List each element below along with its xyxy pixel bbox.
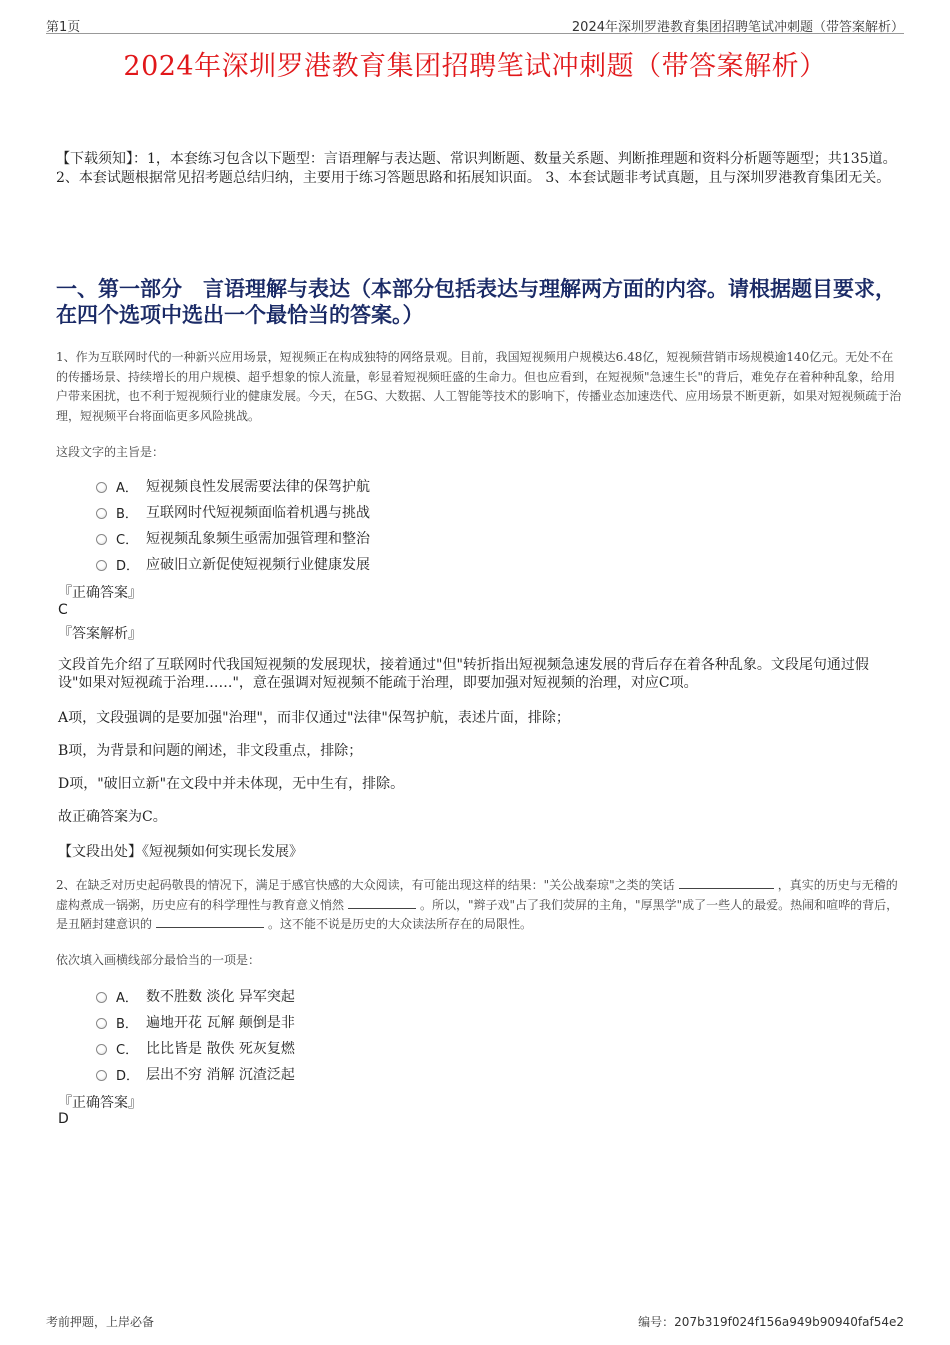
option-c[interactable] <box>96 1035 295 1061</box>
option-text: 应破旧立新促使短视频行业健康发展 <box>146 557 370 573</box>
option-text: 短视频良性发展需要法律的保驾护航 <box>146 479 370 495</box>
radio-button-icon[interactable] <box>96 560 107 571</box>
radio-button-icon[interactable] <box>96 508 107 519</box>
header-doc-title: 2024年深圳罗港教育集团招聘笔试冲刺题（带答案解析） <box>571 20 904 35</box>
option-text: 层出不穷 消解 沉渣泛起 <box>146 1067 295 1083</box>
page-title: 2024年深圳罗港教育集团招聘笔试冲刺题（带答案解析） <box>123 51 827 82</box>
option-text: 数不胜数 淡化 异军突起 <box>146 989 295 1005</box>
option-c[interactable] <box>96 525 370 551</box>
source-citation: 【文段出处】《短视频如何实现长发展》 <box>58 844 303 860</box>
analysis-paragraph: A项，文段强调的是要加强"治理"，而非仅通过"法律"保驾护航，表述片面，排除； <box>58 710 570 726</box>
blank-2 <box>348 897 416 909</box>
option-text: 比比皆是 散佚 死灰复燃 <box>146 1041 295 1057</box>
question-1-options <box>96 473 370 577</box>
question-2-text-part: 2、在缺乏对历史起码敬畏的情况下，满足于感官快感的大众阅读，有可能出现这样的结果："关公战秦琼"之类的笑话 <box>56 878 675 892</box>
blank-1 <box>679 877 774 889</box>
option-key: C． <box>116 1042 139 1058</box>
radio-button-icon[interactable] <box>96 482 107 493</box>
option-text: 遍地开花 瓦解 颠倒是非 <box>146 1015 295 1031</box>
analysis-paragraph: 文段首先介绍了互联网时代我国短视频的发展现状，接着通过"但"转折指出短视频急速发展的背后存在着各种乱象。文段尾句通过假设"如果对短视疏于治理……"，意在强调对短视频不能疏于治理，即要加强对短视频的治理，对应C项。 <box>58 657 869 691</box>
radio-button-icon[interactable] <box>96 992 107 1003</box>
download-notice: 【下载须知】：1，本套练习包含以下题型：言语理解与表达题、常识判断题、数量关系题、判断推理题和资料分析题等题型；共135道。 2、本套试题根据常见招考题总结归纳，主要用于练习答题思路和拓展知识面。 3、本套试题非考试真题，且与深圳罗港教育集团无关。 <box>56 151 897 186</box>
analysis-paragraph: D项，"破旧立新"在文段中并未体现，无中生有，排除。 <box>58 776 405 792</box>
page-footer <box>46 1313 904 1331</box>
option-key: D． <box>116 1068 140 1084</box>
answer-label: 『正确答案』 <box>58 585 142 601</box>
option-d[interactable] <box>96 551 370 577</box>
radio-button-icon[interactable] <box>96 534 107 545</box>
option-a[interactable] <box>96 983 295 1009</box>
radio-button-icon[interactable] <box>96 1018 107 1029</box>
answer-value: C <box>58 602 68 618</box>
option-a[interactable] <box>96 473 370 499</box>
option-key: A． <box>116 990 138 1006</box>
radio-button-icon[interactable] <box>96 1070 107 1081</box>
option-key: A． <box>116 480 138 496</box>
page-number: 第1页 <box>46 20 81 35</box>
option-b[interactable] <box>96 499 370 525</box>
analysis-paragraph: B项，为背景和问题的阐述，非文段重点，排除； <box>58 743 363 759</box>
blank-3 <box>156 916 264 928</box>
footer-slogan: 考前押题，上岸必备 <box>46 1315 155 1329</box>
option-key: C． <box>116 532 139 548</box>
option-key: D． <box>116 558 140 574</box>
page-header <box>46 14 904 34</box>
option-text: 短视频乱象频生亟需加强管理和整治 <box>146 531 370 547</box>
radio-button-icon[interactable] <box>96 1044 107 1055</box>
question-2-text-part: 。这不能不说是历史的大众读法所存在的局限性。 <box>268 917 533 931</box>
option-d[interactable] <box>96 1061 295 1087</box>
analysis-label: 『答案解析』 <box>58 626 142 642</box>
analysis-paragraph: 故正确答案为C。 <box>58 809 167 825</box>
option-b[interactable] <box>96 1009 295 1035</box>
question-1-text: 1、作为互联网时代的一种新兴应用场景，短视频正在构成独特的网络景观。目前，我国短视频用户规模达6.48亿，短视频营销市场规模逾140亿元。无处不在的传播场景、持续增长的用户规模、超乎想象的惊人流量，彰显着短视频旺盛的生命力。但也应看到，在短视频"急速生长"的背后，难免存在着种种乱象，给用户带来困扰，也不利于短视频行业的健康发展。今天，在5G、大数据、人工智能等技术的影响下，传播业态加速迭代、应用场景不断更新，如果对短视频疏于治理，短视频平台将面临更多风险挑战。 <box>56 350 902 423</box>
question-1-prompt: 这段文字的主旨是： <box>56 445 165 459</box>
question-2-prompt: 依次填入画横线部分最恰当的一项是： <box>56 953 261 967</box>
option-key: B． <box>116 506 138 522</box>
answer-value: D <box>58 1111 69 1127</box>
option-key: B． <box>116 1016 138 1032</box>
question-2-text <box>56 876 902 935</box>
footer-doc-id: 编号：207b319f024f156a949b90940faf54e2 <box>638 1315 904 1329</box>
section-heading: 一、第一部分 言语理解与表达（本部分包括表达与理解两方面的内容。请根据题目要求，在四个选项中选出一个最恰当的答案。） <box>56 276 896 327</box>
question-2-text-part: ，真实的历史与无稽的虚构煮成一锅粥，历史应有的科学理性与教育意义悄然 <box>56 878 898 912</box>
question-2-options <box>96 983 295 1087</box>
option-text: 互联网时代短视频面临着机遇与挑战 <box>146 505 370 521</box>
question-2-text-part: 。所以，"辫子戏"占了我们荧屏的主角，"厚黑学"成了一些人的最爱。热闹和喧哗的背后，是丑陋封建意识的 <box>56 897 899 931</box>
answer-label: 『正确答案』 <box>58 1095 142 1111</box>
